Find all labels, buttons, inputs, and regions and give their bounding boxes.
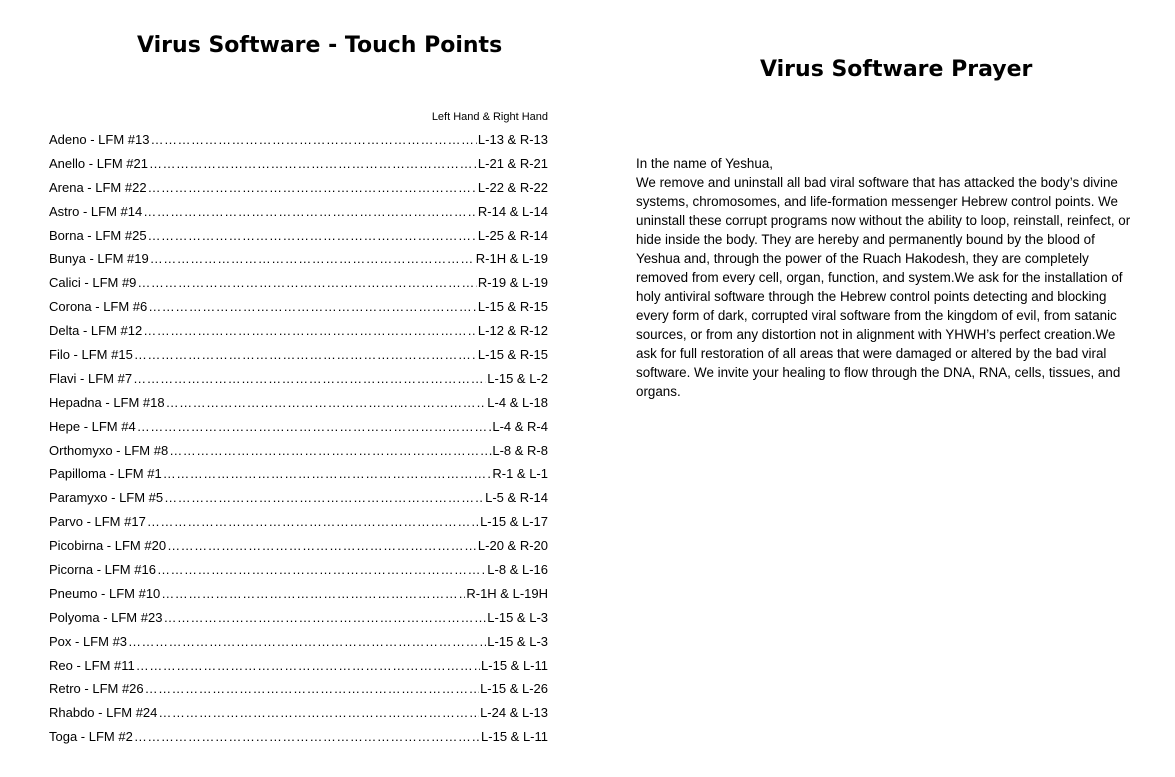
dot-leader bbox=[134, 725, 480, 749]
virus-name: Delta - LFM #12 bbox=[49, 323, 143, 339]
touch-point-row bbox=[49, 606, 548, 630]
dot-leader bbox=[167, 534, 477, 558]
hand-points: L-15 & L-2 bbox=[487, 370, 548, 386]
dot-leader bbox=[134, 343, 477, 367]
hand-points: L-15 & L-17 bbox=[480, 514, 548, 530]
touch-point-row bbox=[49, 534, 548, 558]
touch-point-row bbox=[49, 391, 548, 415]
dot-leader bbox=[161, 582, 465, 606]
hand-points: L-4 & L-18 bbox=[487, 394, 548, 410]
touch-points-list bbox=[49, 128, 548, 749]
hand-points: L-15 & L-3 bbox=[487, 609, 548, 625]
touch-points-title: Virus Software - Touch Points bbox=[137, 33, 503, 58]
touch-point-row bbox=[49, 558, 548, 582]
dot-leader bbox=[137, 415, 492, 439]
virus-name: Pneumo - LFM #10 bbox=[49, 585, 161, 601]
virus-name: Parvo - LFM #17 bbox=[49, 514, 146, 530]
dot-leader bbox=[143, 319, 477, 343]
touch-point-row bbox=[49, 367, 548, 391]
touch-point-row bbox=[49, 654, 548, 678]
hand-points: L-15 & R-15 bbox=[477, 299, 548, 315]
touch-point-row bbox=[49, 677, 548, 701]
touch-point-row bbox=[49, 630, 548, 654]
dot-leader bbox=[148, 224, 477, 248]
touch-point-row bbox=[49, 128, 548, 152]
touch-point-row bbox=[49, 486, 548, 510]
dot-leader bbox=[164, 486, 484, 510]
virus-name: Pox - LFM #3 bbox=[49, 633, 128, 649]
virus-name: Polyoma - LFM #23 bbox=[49, 609, 163, 625]
virus-name: Orthomyxo - LFM #8 bbox=[49, 442, 169, 458]
prayer-text bbox=[636, 154, 1136, 401]
touch-point-row bbox=[49, 343, 548, 367]
virus-name: Astro - LFM #14 bbox=[49, 203, 143, 219]
dot-leader bbox=[133, 367, 486, 391]
hand-points: L-22 & R-22 bbox=[477, 179, 548, 195]
touch-point-row bbox=[49, 319, 548, 343]
touch-point-row bbox=[49, 224, 548, 248]
hand-points: R-1H & L-19 bbox=[475, 251, 548, 267]
dot-leader bbox=[163, 462, 492, 486]
dot-leader bbox=[148, 176, 477, 200]
virus-name: Arena - LFM #22 bbox=[49, 179, 147, 195]
dot-leader bbox=[166, 391, 487, 415]
hand-points: R-1 & L-1 bbox=[492, 466, 548, 482]
dot-leader bbox=[147, 510, 479, 534]
touch-point-row bbox=[49, 247, 548, 271]
touch-point-row bbox=[49, 415, 548, 439]
dot-leader bbox=[148, 295, 477, 319]
hand-points: L-4 & R-4 bbox=[492, 418, 548, 434]
virus-name: Calici - LFM #9 bbox=[49, 275, 137, 291]
prayer-opening: In the name of Yeshua, bbox=[636, 156, 773, 171]
virus-name: Picorna - LFM #16 bbox=[49, 562, 156, 578]
virus-name: Flavi - LFM #7 bbox=[49, 370, 133, 386]
hand-points: R-14 & L-14 bbox=[477, 203, 548, 219]
prayer-body: We remove and uninstall all bad viral software that has attacked the body’s divine systems, chromosomes, and life-formation messenger Hebrew control points. We uninstall these corrupt programs now without the ability to loop, reinstall, reinfect, or hide inside the body. They are hereby and permanently bound by the blood of Yeshua and, through the power of the Ruach Hakodesh, they are completely removed from every cell, organ, function, and system.We ask for the installation of holy antiviral software through the Hebrew control points detecting and blocking every form of dark, corrupted viral software from the kingdom of evil, from satanic sources, or from any distortion not in alignment with YHWH’s perfect creation.We ask for full restoration of all areas that were damaged or altered by the bad viral software. We invite your healing to flow through the DNA, RNA, cells, tissues, and organs. bbox=[636, 175, 1131, 399]
virus-name: Bunya - LFM #19 bbox=[49, 251, 149, 267]
touch-point-row bbox=[49, 200, 548, 224]
dot-leader bbox=[157, 558, 486, 582]
touch-point-row bbox=[49, 462, 548, 486]
dot-leader bbox=[145, 677, 479, 701]
virus-name: Toga - LFM #2 bbox=[49, 729, 133, 745]
touch-point-row bbox=[49, 510, 548, 534]
dot-leader bbox=[169, 439, 488, 463]
dot-leader bbox=[149, 152, 477, 176]
hand-points: L-15 & L-11 bbox=[481, 657, 548, 673]
touch-point-row bbox=[49, 701, 548, 725]
dot-leader bbox=[163, 606, 486, 630]
touch-point-row bbox=[49, 582, 548, 606]
dot-leader bbox=[128, 630, 486, 654]
touch-point-row bbox=[49, 152, 548, 176]
hand-points: L-13 & R-13 bbox=[477, 132, 548, 147]
touch-point-row bbox=[49, 439, 548, 463]
hand-points: R-19 & L-19 bbox=[477, 275, 548, 291]
hand-points: L-15 & L-26 bbox=[480, 681, 548, 697]
virus-name: Corona - LFM #6 bbox=[49, 299, 148, 315]
hand-points: L-8 & L-16 bbox=[487, 562, 548, 578]
dot-leader bbox=[136, 654, 480, 678]
virus-name: Anello - LFM #21 bbox=[49, 155, 148, 171]
hand-points: L-15 & R-15 bbox=[477, 347, 548, 363]
hand-points: L-12 & R-12 bbox=[477, 323, 548, 339]
virus-name: Filo - LFM #15 bbox=[49, 347, 133, 363]
virus-name: Hepadna - LFM #18 bbox=[49, 394, 165, 410]
hand-points: .L-8 & R-8 bbox=[488, 442, 548, 458]
virus-name: Rhabdo - LFM #24 bbox=[49, 705, 158, 721]
hand-points: L-21 & R-21 bbox=[477, 155, 548, 171]
hand-points: L-24 & L-13 bbox=[480, 705, 548, 721]
touch-point-row bbox=[49, 176, 548, 200]
dot-leader bbox=[137, 271, 476, 295]
virus-name: Paramyxo - LFM #5 bbox=[49, 490, 164, 506]
virus-name: Papilloma - LFM #1 bbox=[49, 466, 162, 482]
hand-points: L-20 & R-20 bbox=[477, 538, 548, 554]
virus-name: Retro - LFM #26 bbox=[49, 681, 144, 697]
virus-name: Hepe - LFM #4 bbox=[49, 418, 136, 434]
hand-points: L-15 & L-11 bbox=[481, 729, 548, 745]
hand-points: L-5 & R-14 bbox=[485, 490, 548, 506]
virus-name: Borna - LFM #25 bbox=[49, 227, 147, 243]
dot-leader bbox=[150, 128, 476, 152]
virus-name: Picobirna - LFM #20 bbox=[49, 538, 167, 554]
virus-name: Adeno - LFM #13 bbox=[49, 132, 150, 147]
dot-leader bbox=[158, 701, 479, 725]
virus-name: Reo - LFM #11 bbox=[49, 657, 135, 673]
dot-leader bbox=[143, 200, 477, 224]
touch-point-row bbox=[49, 271, 548, 295]
dot-leader bbox=[150, 247, 475, 271]
column-header: Left Hand & Right Hand bbox=[431, 111, 548, 123]
touch-point-row bbox=[49, 295, 548, 319]
prayer-title: Virus Software Prayer bbox=[760, 57, 1033, 82]
touch-point-row bbox=[49, 725, 548, 749]
hand-points: L-15 & L-3 bbox=[487, 633, 548, 649]
hand-points: R-1H & L-19H bbox=[466, 585, 548, 601]
hand-points: L-25 & R-14 bbox=[477, 227, 548, 243]
